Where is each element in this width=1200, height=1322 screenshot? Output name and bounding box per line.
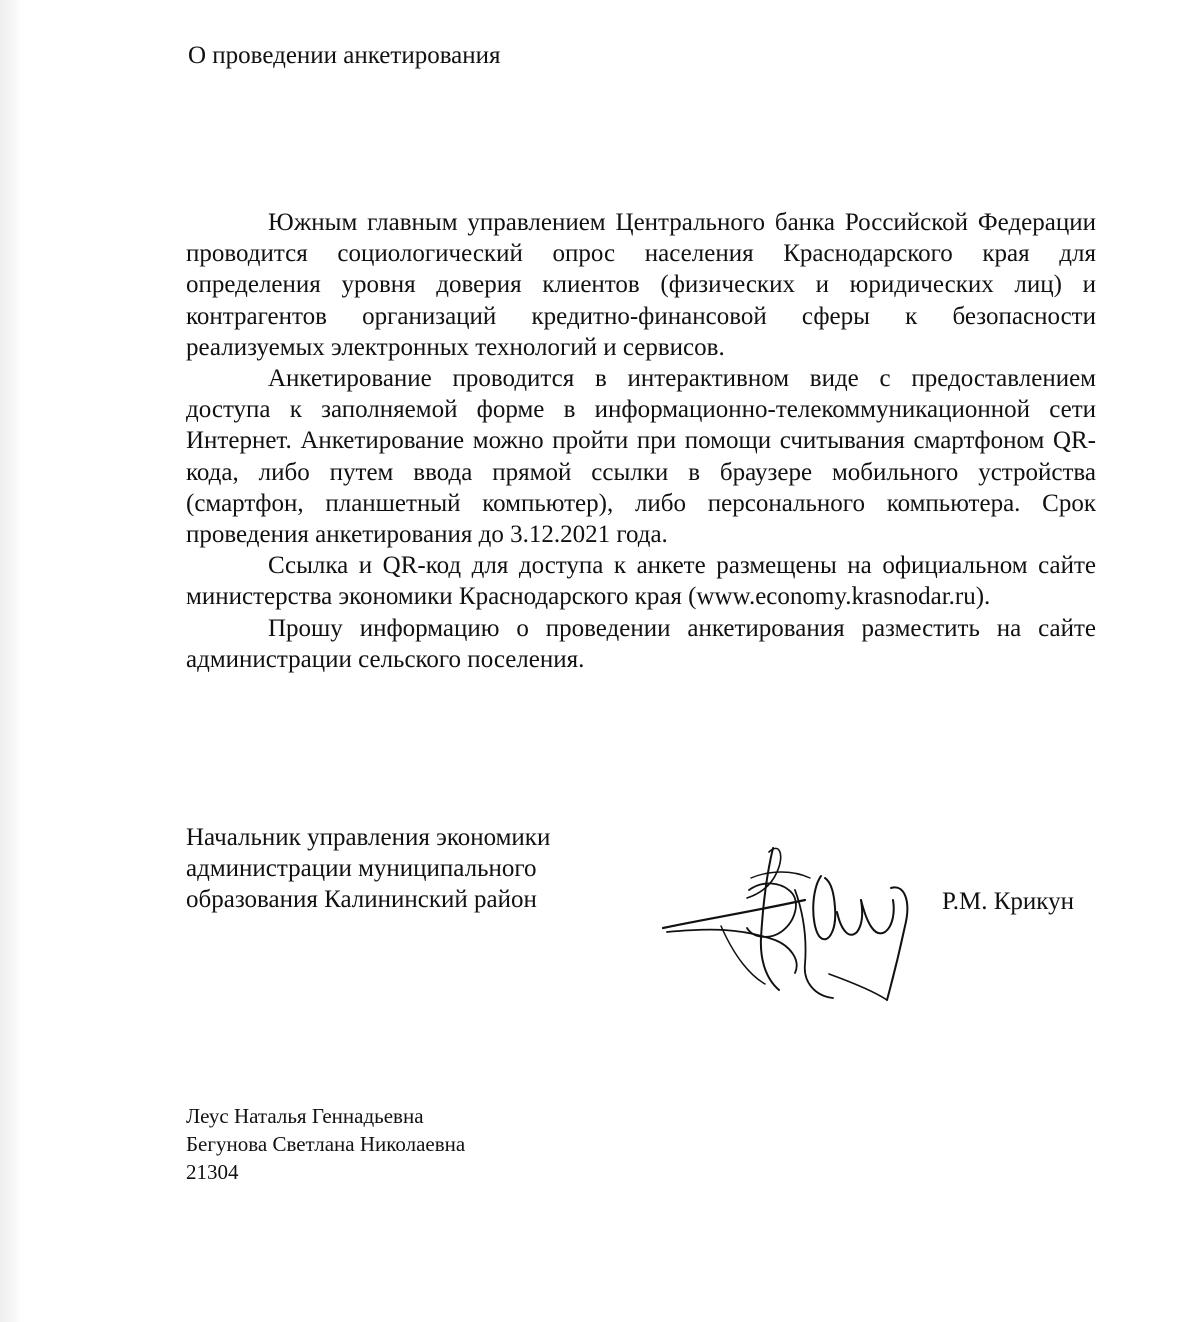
body-paragraph-request: Прошу информацию о проведении анкетирования разместить на сайте администрации сельского поселения. <box>186 614 1096 673</box>
letter-body <box>186 207 1096 675</box>
executor-name: Леус Наталья Геннадьевна <box>186 1104 424 1128</box>
executor-name: Бегунова Светлана Николаевна <box>186 1132 466 1156</box>
body-paragraph-method: Анкетирование проводится в интерактивном виде с предоставлением доступа к заполняемой форме в информационно-телекоммуникационной сети Интернет. Анкетирование можно пройти при помощи считывания смартфоном QR-кода, либо путем ввода прямой ссылки в браузере мобильного устройства (смартфон, планшетный компьютер), либо персонального компьютера. Срок проведения анкетирования до 3.12.2021 года. <box>186 365 1096 549</box>
signatory-title-line: администрации муниципального <box>186 855 537 882</box>
signatory-name: Р.М. Крикун <box>942 888 1074 915</box>
signatory-title-line: образования Калининский район <box>186 886 537 913</box>
body-paragraph-survey: Южным главным управлением Центрального банка Российской Федерации проводится социологический опрос населения Краснодарского края для определения уровня доверия клиентов (физических и юридических лиц) и контрагентов организаций кредитно-финансовой сферы к безопасности реализуемых электронных технологий и сервисов. <box>186 209 1096 361</box>
page-edge-shadow <box>0 0 22 1322</box>
executor-phone: 21304 <box>186 1160 239 1184</box>
signatory-title-line: Начальник управления экономики <box>186 824 551 851</box>
document-subject: О проведении анкетирования <box>188 42 501 69</box>
body-paragraph-link: Ссылка и QR-код для доступа к анкете размещены на официальном сайте министерства экономики Краснодарского края (www.economy.krasnodar.ru). <box>186 552 1096 611</box>
signatory-title <box>186 822 550 915</box>
handwritten-signature <box>655 828 930 1008</box>
executor-info <box>186 1102 465 1186</box>
